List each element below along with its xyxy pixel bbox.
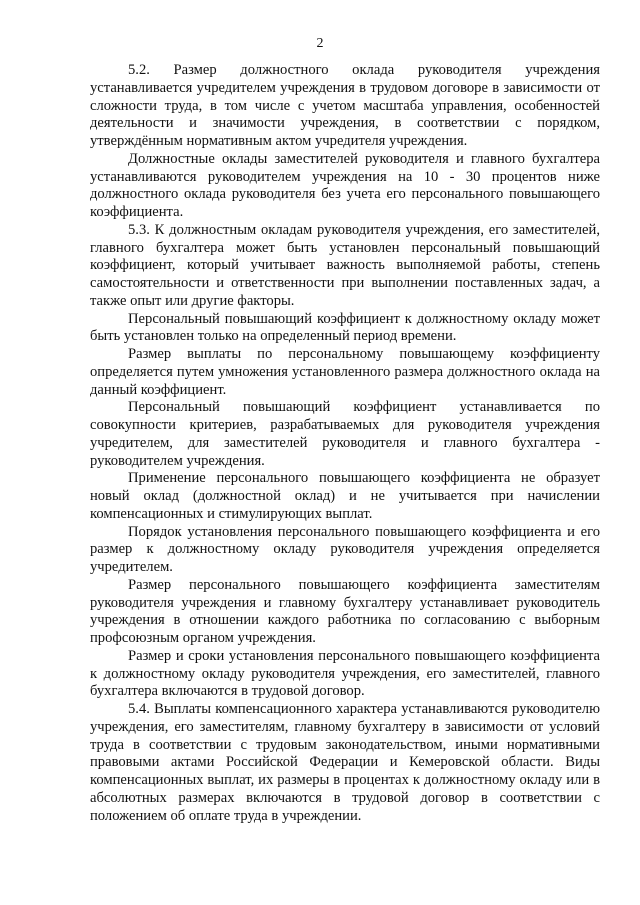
document-body [90, 62, 600, 825]
page-number: 2 [316, 36, 324, 51]
paragraph-application: Применение персонального повышающего коэффициента не образует новый оклад (должностной оклад) и не учитывается при начислении компенсационных и стимулирующих выплат. [90, 470, 600, 522]
paragraph-5-3: 5.3. К должностным окладам руководителя учреждения, его заместителей, главного бухгалтера может быть установлен персональный повышающий коэффициент, который учитывает важность выполняемой работы, степень самостоятельности и ответственности при выполнении поставленных задач, а также опыт или другие факторы. [90, 221, 600, 309]
paragraph-5-4: 5.4. Выплаты компенсационного характера устанавливаются руководителю учреждения, его заместителям, главному бухгалтеру в зависимости от условий труда в соответствии с трудовым законодательством, иными нормативными правовыми актами Российской Федерации и Кемеровской области. Виды компенсационных выплат, их размеры в процентах к должностному окладу или в абсолютных размерах включаются в трудовой договор в соответствии с положением об оплате труда в учреждении. [90, 701, 600, 824]
paragraph-5-2: 5.2. Размер должностного оклада руководителя учреждения устанавливается учредителем учреждения в трудовом договоре в зависимости от сложности труда, в том числе с учетом масштаба управления, особенностей деятельности и значимости учреждения, в соответствии с порядком, утверждённым нормативным актом учредителя учреждения. [90, 62, 600, 149]
paragraph-procedure: Порядок установления персонального повышающего коэффициента и его размер к должностному окладу руководителя учреждения определяется учредителем. [90, 523, 600, 575]
paragraph-coefficient-period: Персональный повышающий коэффициент к должностному окладу может быть установлен только на определенный период времени. [90, 310, 600, 345]
paragraph-deputies-coefficient: Размер персонального повышающего коэффициента заместителям руководителя учреждения и главному бухгалтеру устанавливает руководитель учреждения в отношении каждого работника по согласованию с выборным профсоюзным органом учреждения. [90, 576, 600, 646]
paragraph-payment-size: Размер выплаты по персональному повышающему коэффициенту определяется путем умножения установленного размера должностного оклада на данный коэффициент. [90, 346, 600, 398]
paragraph-terms: Размер и сроки установления персонального повышающего коэффициента к должностному окладу руководителя учреждения, его заместителей, главного бухгалтера включаются в трудовой договор. [90, 647, 600, 700]
paragraph-deputy-salaries: Должностные оклады заместителей руководителя и главного бухгалтера устанавливаются руководителем учреждения на 10 - 30 процентов ниже должностного оклада руководителя без учета его персонального повышающего коэффициента. [90, 150, 600, 220]
paragraph-criteria: Персональный повышающий коэффициент устанавливается по совокупности критериев, разрабатываемых для руководителя учреждения учредителем, для заместителей руководителя и главного бухгалтера - руководителем учреждения. [90, 399, 600, 469]
